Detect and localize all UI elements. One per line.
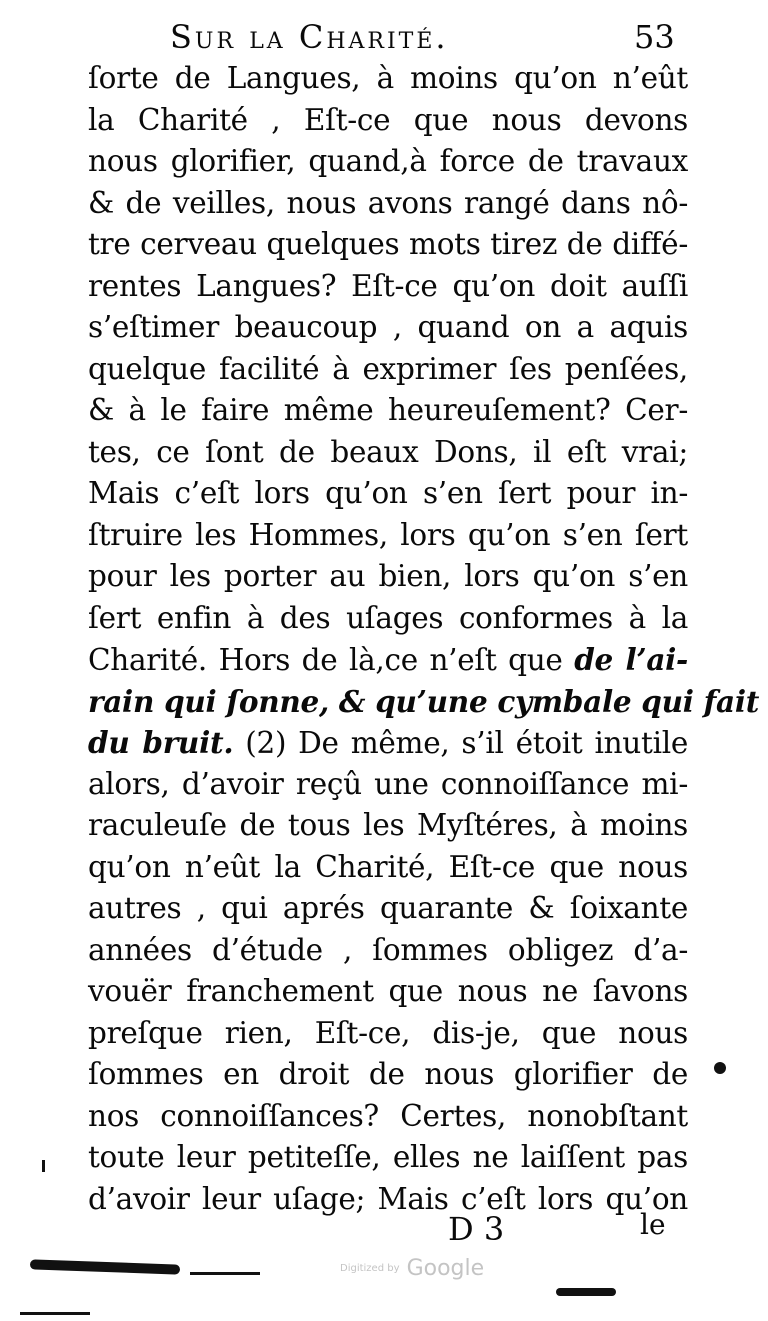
line-text: nous glorifier, quand,à force de travaux xyxy=(88,144,688,178)
text-line xyxy=(88,722,688,764)
line-text: ſommes en droit de nous glorifier de xyxy=(88,1057,688,1091)
scan-smudge xyxy=(30,1259,180,1274)
text-line xyxy=(88,598,688,640)
line-text: qu’on n’eût la Charité, Eſt-ce que nous xyxy=(88,849,688,884)
text-line xyxy=(88,556,688,598)
text-line xyxy=(88,764,688,806)
line-text: ſorte de Langues, à moins qu’on n’eût xyxy=(88,61,688,95)
line-text: Mais c’eſt lors qu’on s’en ſert pour in- xyxy=(88,476,688,510)
line-text: (2) De même, s’il étoit inutile xyxy=(233,726,688,760)
text-line xyxy=(88,805,688,847)
text-line xyxy=(88,515,688,557)
line-text: Charité. Hors de là,ce n’eſt que xyxy=(88,643,575,677)
digitization-watermark xyxy=(340,1256,484,1281)
running-title: Sur la Charité. xyxy=(170,18,449,56)
text-line xyxy=(88,1137,688,1179)
signature-mark: D 3 xyxy=(448,1210,505,1248)
line-text: preſque rien, Eſt-ce, dis-je, que nous xyxy=(88,1015,688,1050)
page-number: 53 xyxy=(634,18,675,56)
line-text: d’avoir leur uſage; Mais c’eſt lors qu’on xyxy=(88,1181,688,1216)
line-text: années d’étude , ſommes obligez d’a- xyxy=(88,932,688,967)
line-text: alors, d’avoir reçû une connoiſſance mi- xyxy=(88,766,688,801)
line-text: & de veilles, nous avons rangé dans nô- xyxy=(88,185,688,220)
line-text: tes, ce ſont de beaux Dons, il eſt vrai; xyxy=(88,434,688,469)
scan-smudge xyxy=(190,1272,260,1275)
line-text: ſtruire les Hommes, lors qu’on s’en ſert xyxy=(88,517,688,552)
scan-smudge xyxy=(20,1312,90,1315)
text-line xyxy=(88,183,688,225)
scan-dot xyxy=(714,1062,726,1074)
text-line xyxy=(88,432,688,474)
text-line xyxy=(88,141,688,183)
text-line xyxy=(88,847,688,889)
line-text: la Charité , Eſt-ce que nous devons xyxy=(88,102,688,137)
scan-dot xyxy=(42,1160,45,1172)
catchword: le xyxy=(640,1208,666,1241)
text-line xyxy=(88,681,760,723)
text-line xyxy=(88,224,688,266)
watermark-prefix: Digitized by xyxy=(340,1263,400,1274)
line-text: rentes Langues? Eſt-ce qu’on doit auſſi xyxy=(88,268,688,303)
body-text xyxy=(88,58,760,1220)
text-line xyxy=(88,639,688,681)
line-text: s’eſtimer beaucoup , quand on a aquis xyxy=(88,310,688,344)
line-text: toute leur petiteſſe, elles ne laiſſent pas xyxy=(88,1140,688,1174)
line-text: pour les porter au bien, lors qu’on s’en xyxy=(88,559,688,593)
text-line xyxy=(88,1096,688,1138)
line-text: autres , qui aprés quarante & ſoixante xyxy=(88,891,688,925)
italic-quote: du bruit. xyxy=(88,725,234,760)
italic-quote: rain qui ſonne, & qu’une cymbale qui fait xyxy=(88,683,760,719)
text-line xyxy=(88,307,688,349)
watermark-brand: Google xyxy=(406,1256,485,1281)
text-line xyxy=(88,1013,688,1055)
text-line xyxy=(88,971,688,1013)
text-line xyxy=(88,390,688,432)
text-line xyxy=(88,266,688,308)
text-line xyxy=(88,473,688,515)
line-text: tre cerveau quelques mots tirez de diffé- xyxy=(88,227,688,261)
line-text: vouër franchement que nous ne ſavons xyxy=(88,974,688,1008)
line-text: raculeuſe de tous les Myſtéres, à moins xyxy=(88,808,688,842)
line-text: nos connoiſſances? Certes, nonobſtant xyxy=(88,1098,688,1133)
text-line xyxy=(88,58,688,100)
text-line xyxy=(88,349,688,391)
text-line xyxy=(88,930,688,972)
line-text: ſert enfin à des uſages conformes à la xyxy=(88,600,688,635)
text-line xyxy=(88,1179,688,1221)
text-line xyxy=(88,888,688,930)
scan-smudge xyxy=(556,1288,616,1296)
text-line xyxy=(88,1054,688,1096)
line-text: & à le faire même heureuſement? Cer- xyxy=(88,393,688,427)
line-text: quelque facilité à exprimer ſes penſées, xyxy=(88,351,688,386)
italic-quote: de l’ai- xyxy=(574,642,688,677)
text-line xyxy=(88,100,688,142)
